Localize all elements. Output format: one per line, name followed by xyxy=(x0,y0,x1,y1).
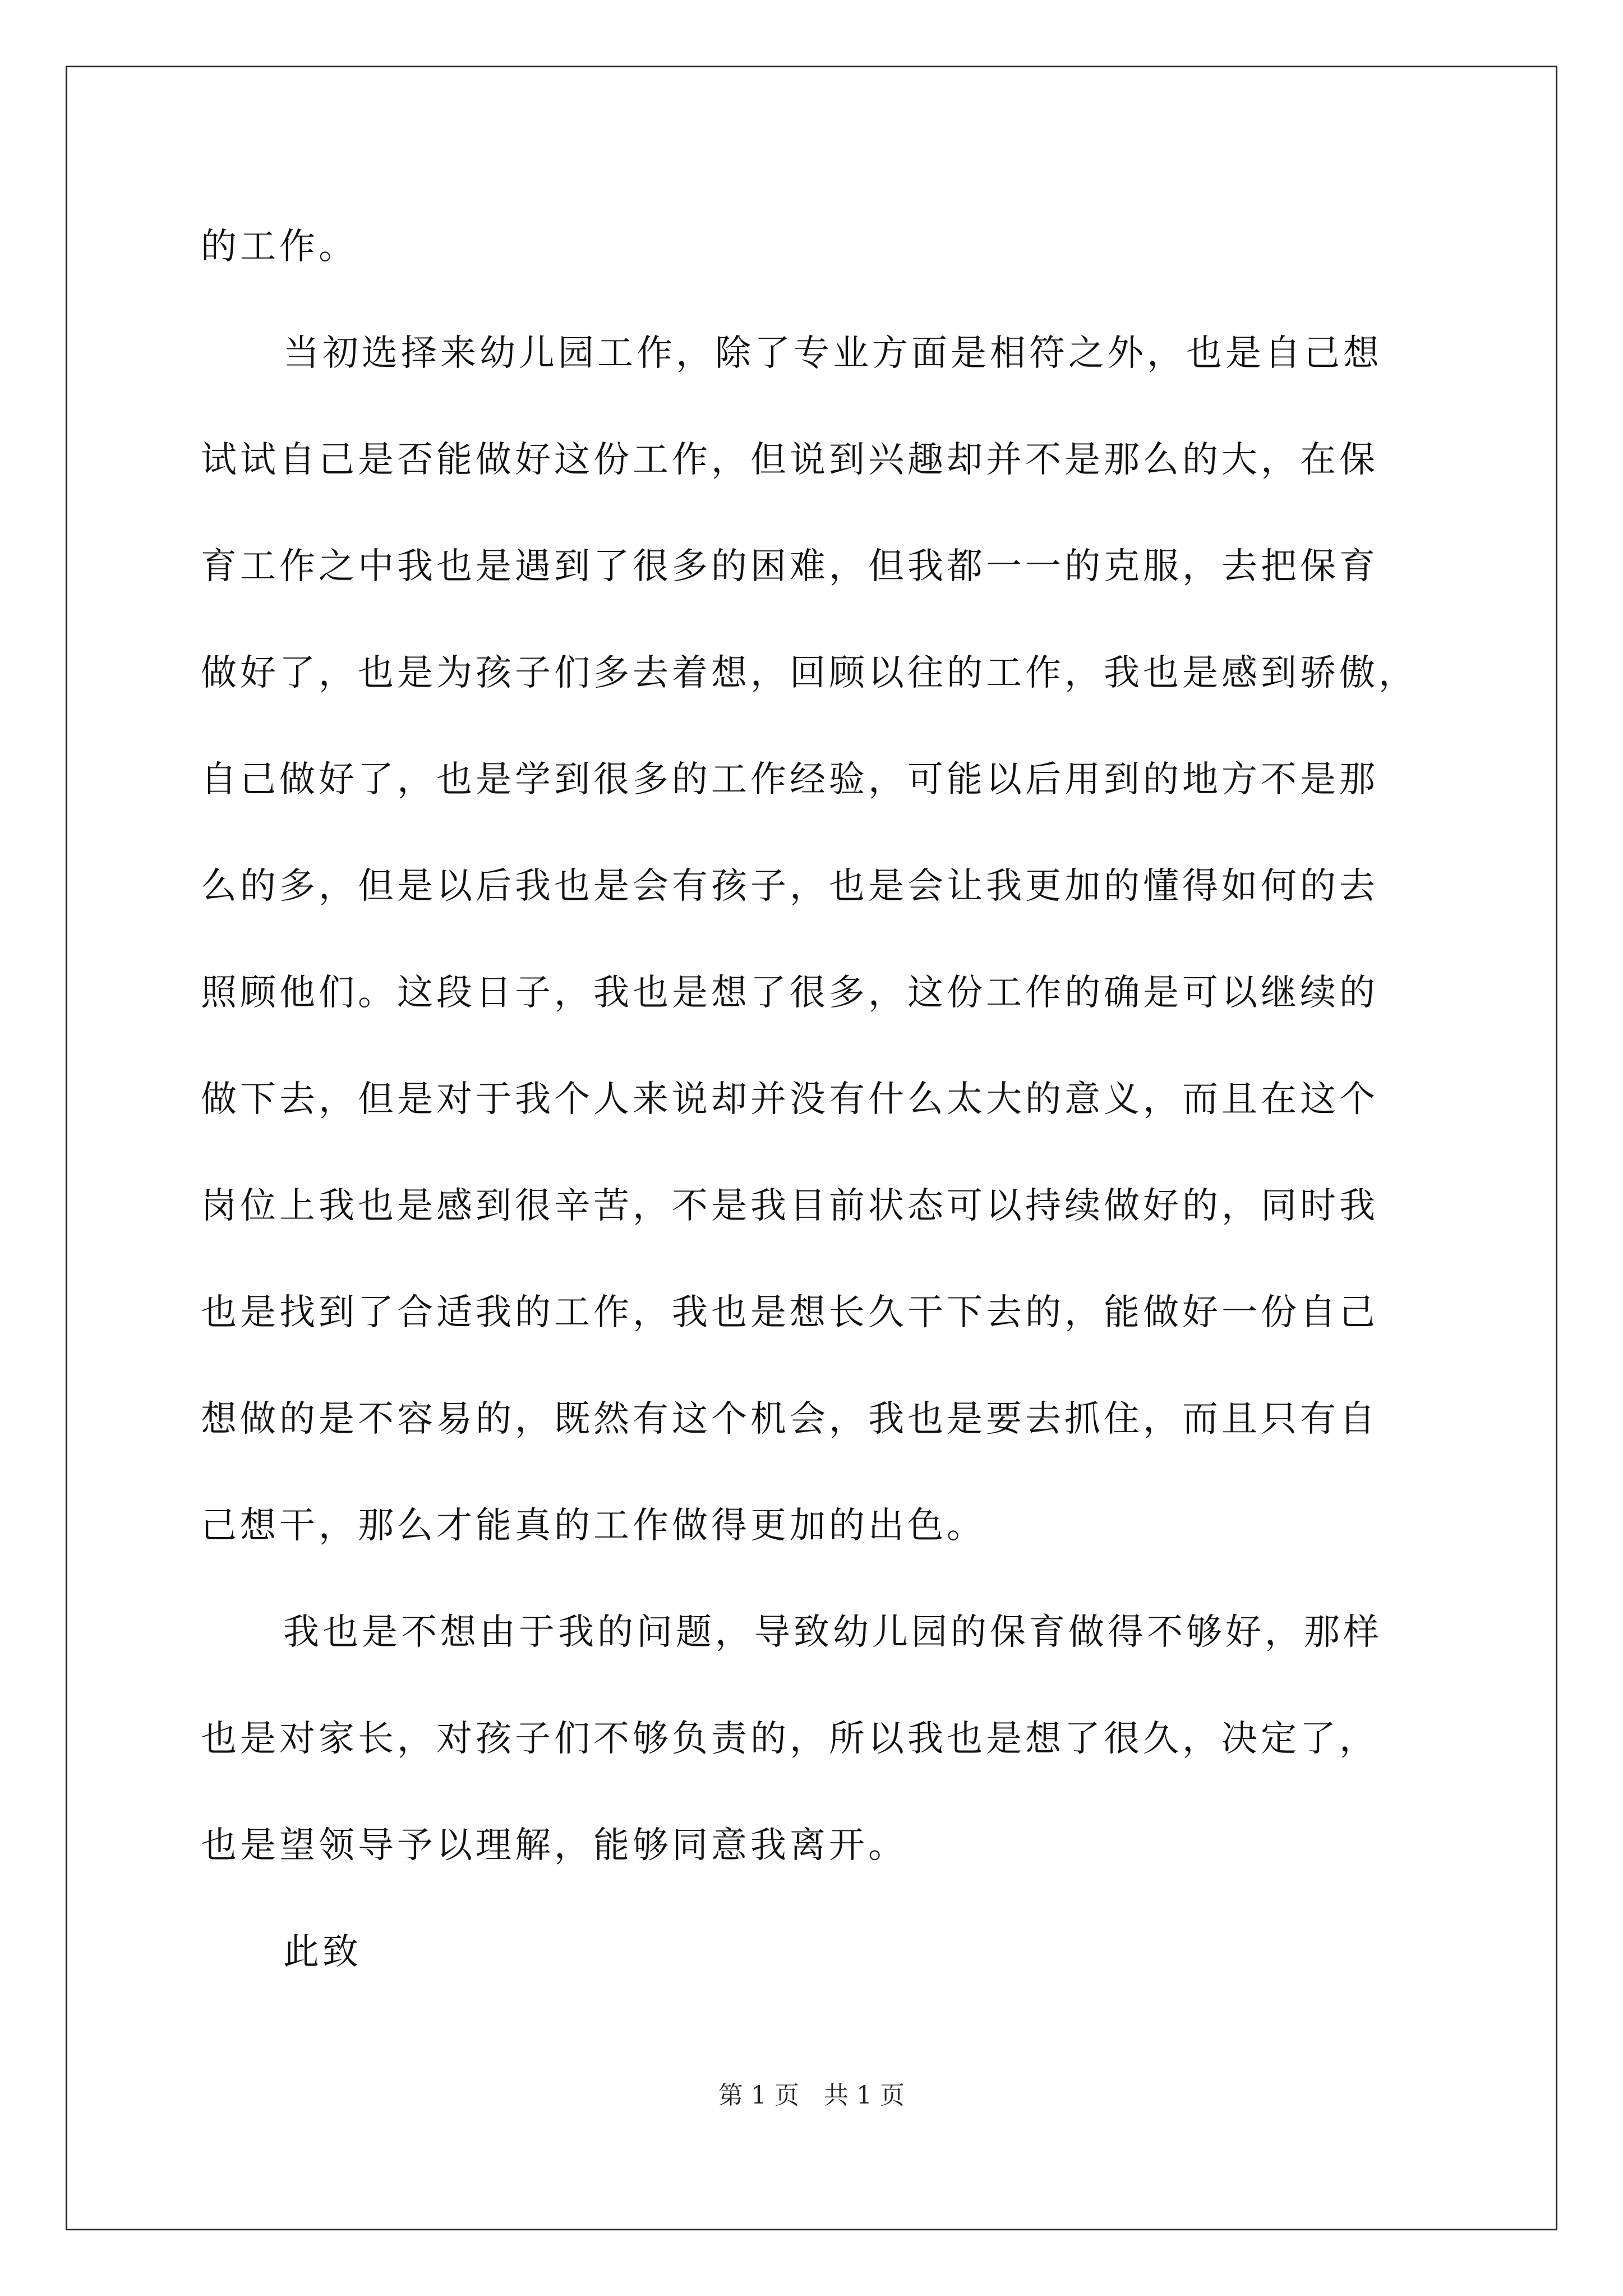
text-line: 想做的是不容易的，既然有这个机会，我也是要去抓住，而且只有自 xyxy=(201,1398,1378,1440)
text-line: 己想干，那么才能真的工作做得更加的出色。 xyxy=(201,1505,986,1547)
text-line: 自己做好了，也是学到很多的工作经验，可能以后用到的地方不是那 xyxy=(201,759,1378,800)
text-line: 当初选择来幼儿园工作，除了专业方面是相符之外，也是自己想 xyxy=(283,333,1382,374)
text-line: 照顾他们。这段日子，我也是想了很多，这份工作的确是可以继续的 xyxy=(201,972,1378,1014)
text-line: 也是对家长，对孩子们不够负责的，所以我也是想了很久，决定了， xyxy=(201,1718,1378,1760)
text-line: 做好了，也是为孩子们多去着想，回顾以往的工作，我也是感到骄傲， xyxy=(201,652,1418,694)
text-line: 么的多，但是以后我也是会有孩子，也是会让我更加的懂得如何的去 xyxy=(201,866,1378,907)
text-line: 也是找到了合适我的工作，我也是想长久干下去的，能做好一份自己 xyxy=(201,1292,1378,1333)
text-line: 试试自己是否能做好这份工作，但说到兴趣却并不是那么的大，在保 xyxy=(201,439,1378,481)
page-number: 第 1 页 共 1 页 xyxy=(718,2081,905,2110)
page-border xyxy=(66,66,1557,2230)
closing-salutation: 此致 xyxy=(283,1931,362,1973)
text-line: 我也是不想由于我的问题，导致幼儿园的保育做得不够好，那样 xyxy=(283,1612,1382,1653)
text-line: 也是望领导予以理解，能够同意我离开。 xyxy=(201,1825,907,1866)
text-line: 岗位上我也是感到很辛苦，不是我目前状态可以持续做好的，同时我 xyxy=(201,1185,1378,1227)
text-line: 做下去，但是对于我个人来说却并没有什么太大的意义，而且在这个 xyxy=(201,1079,1378,1120)
text-line: 育工作之中我也是遇到了很多的困难，但我都一一的克服，去把保育 xyxy=(201,546,1378,587)
text-line: 的工作。 xyxy=(201,226,358,268)
